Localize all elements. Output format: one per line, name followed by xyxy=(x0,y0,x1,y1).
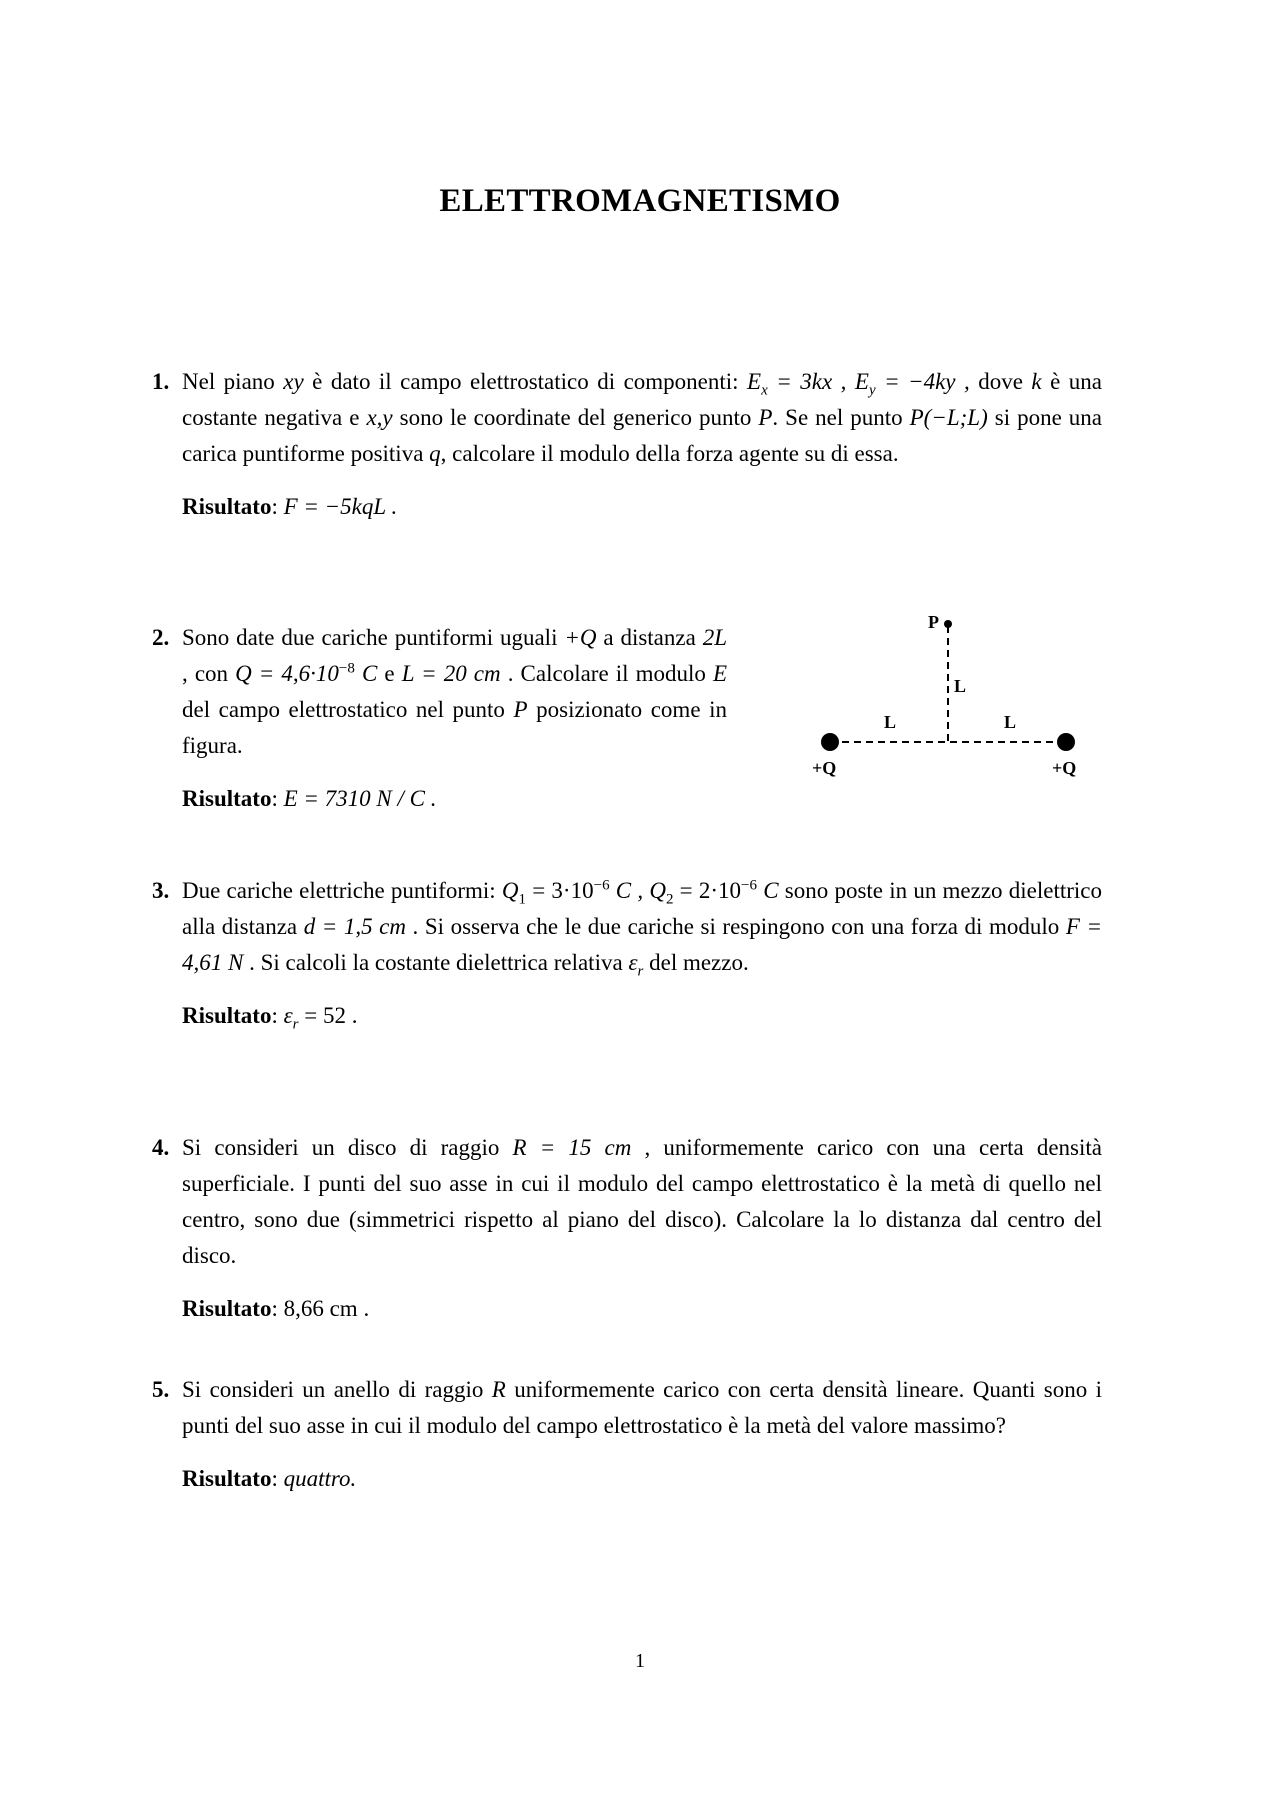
point-p-dot xyxy=(944,620,952,628)
result-value: 8,66 cm . xyxy=(283,1296,370,1321)
result-line: Risultato: F = −5kqL . xyxy=(182,494,398,519)
problem-number: 2. xyxy=(152,625,170,650)
label-q-left: +Q xyxy=(812,758,837,778)
charge-right-dot xyxy=(1057,733,1075,751)
label-l-right: L xyxy=(1004,712,1017,732)
problem-number: 5. xyxy=(152,1377,170,1402)
problem-number: 1. xyxy=(152,369,170,394)
result-line: Risultato: $\varepsilon_r = 52$ . xyxy=(182,1003,358,1033)
problem-4 xyxy=(152,1130,1102,1327)
problem-3 xyxy=(152,873,1103,1034)
problem-number: 4. xyxy=(152,1135,170,1160)
label-p: P xyxy=(928,614,939,632)
result-value: = 52 . xyxy=(298,1003,358,1028)
problem-text: Sono date due cariche puntiformi uguali +Q a distanza 2L , con $Q = 4,6\cdot 10^{-8}$ C e L = 20 cm . Calcolare il modulo E del campo elettrostatico nel punto P posizionato come in figura. xyxy=(182,625,728,758)
result-value: quattro. xyxy=(283,1466,357,1491)
page-number: 1 xyxy=(635,1650,645,1672)
charge-left-dot xyxy=(821,733,839,751)
result-line: Risultato: E = 7310 N / C . xyxy=(182,786,437,811)
label-q-right: +Q xyxy=(1052,758,1077,778)
problem-1 xyxy=(152,364,1103,525)
problem-5 xyxy=(152,1372,1102,1497)
result-value: E = 7310 N / C . xyxy=(283,786,437,811)
charges-figure xyxy=(810,614,1100,784)
label-l-vertical: L xyxy=(954,676,967,696)
problem-number: 3. xyxy=(152,878,170,903)
problem-text: Si consideri un disco di raggio R = 15 cm , uniformemente carico con una certa densità superficiale. I punti del suo asse in cui il modulo del campo elettrostatico è la metà di quello nel centro, sono due (simmetrici rispetto al piano del disco). Calcolare la lo distanza dal centro del disco. xyxy=(182,1135,1102,1268)
problem-text: Nel piano xy è dato il campo elettrostatico di componenti: $E_x = 3kx$ , $E_y = -4ky$ , dove k è una costante negativa e x,y sono le coordinate del generico punto P. Se nel punto P(−L;L) si pone una carica puntiforme positiva q, calcolare il modulo della forza agente su di essa. xyxy=(182,369,1103,466)
result-line: Risultato: 8,66 cm . xyxy=(182,1296,370,1321)
problem-text: Si consideri un anello di raggio R uniformemente carico con certa densità lineare. Quanti sono i punti del suo asse in cui il modulo del campo elettrostatico è la metà del valore massimo? xyxy=(182,1377,1102,1438)
result-line: Risultato: quattro. xyxy=(182,1466,357,1491)
result-value: F = −5kqL . xyxy=(283,494,398,519)
label-l-left: L xyxy=(884,712,897,732)
result-epsilon: ε xyxy=(283,1003,293,1028)
problem-text: Due cariche elettriche puntiformi: $Q_1 = 3\cdot 10^{-6}$ C , $Q_2 = 2\cdot 10^{-6}$ C sono poste in un mezzo dielettrico alla distanza d = 1,5 cm . Si osserva che le due cariche si respingono con una forza di modulo F = 4,61 N . Si calcoli la costante dielettrica relativa $\varepsilon_r$ del mezzo. xyxy=(182,877,1103,980)
page-title: ELETTROMAGNETISMO xyxy=(439,183,841,219)
